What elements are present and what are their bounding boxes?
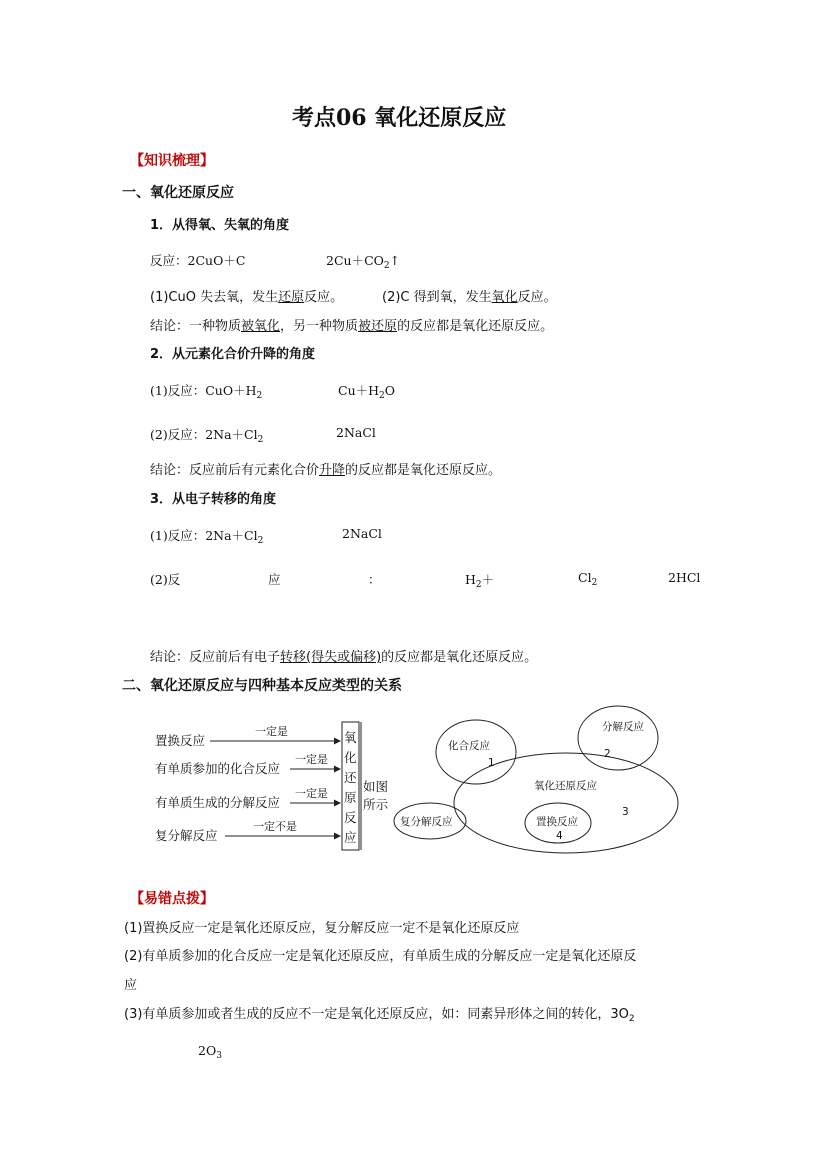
sub3-r2-f: 2HCl	[668, 570, 701, 585]
sub3-r1-right: 2NaCl	[342, 526, 382, 541]
sub1-heading: 1．从得氧、失氧的角度	[150, 218, 290, 233]
sub1-reaction-left: 反应：2CuO＋C	[150, 253, 246, 268]
note-line: 所示	[363, 797, 389, 812]
box-char: 反	[344, 810, 357, 825]
sub2-r1-right: $Cu+H_2O$	[338, 383, 396, 401]
part1-heading: 一、氧化还原反应	[122, 185, 234, 201]
arrow-label: 一定是	[295, 753, 328, 766]
mistake-2-line2: 应	[124, 978, 138, 993]
venn-label-decomposition: 分解反应	[602, 721, 644, 733]
sub1-point2: (2)C 得到氧，发生氧化反应。	[382, 290, 557, 305]
page-title: 考点06 氧化还原反应	[292, 105, 507, 131]
sub3-r1-left: (1)反应：$2Na+Cl_2$	[150, 528, 264, 546]
combination-ellipse	[436, 720, 516, 784]
sub2-r2-left: (2)反应：$2Na+Cl_2$	[150, 427, 264, 445]
venn-number: 3	[622, 806, 629, 818]
sub3-r2-b: 应	[268, 572, 281, 587]
arrow-label: 一定不是	[253, 820, 297, 833]
row-label: 复分解反应	[155, 828, 218, 843]
sub2-heading: 2．从元素化合价升降的角度	[150, 347, 316, 362]
row-label: 有单质生成的分解反应	[155, 795, 281, 810]
sub3-r2-c: ：	[368, 572, 381, 587]
mistake-3-line2: $2O_3$	[198, 1043, 222, 1061]
box-char: 原	[344, 790, 357, 805]
mistake-1: (1)置换反应一定是氧化还原反应，复分解反应一定不是氧化还原反应	[124, 921, 520, 936]
mistake-2-line1: (2)有单质参加的化合反应一定是氧化还原反应，有单质生成的分解反应一定是氧化还原反	[124, 949, 637, 964]
sub2-r2-right: 2NaCl	[336, 425, 376, 440]
section-tag-knowledge: 【知识梳理】	[130, 153, 214, 169]
sub3-heading: 3．从电子转移的角度	[150, 492, 277, 507]
note-line: 如图	[363, 779, 389, 794]
sub2-r1-left: (1)反应：$CuO+H_2$	[150, 383, 263, 401]
relationship-diagram	[150, 718, 400, 853]
sub2-conclusion: 结论：反应前后有元素化合价升降的反应都是氧化还原反应。	[150, 463, 502, 478]
sub1-point1: (1)CuO 失去氧，发生还原反应。	[150, 290, 344, 305]
row-label: 置换反应	[155, 733, 206, 748]
box-char: 还	[344, 770, 357, 785]
venn-number: 4	[556, 830, 563, 842]
arrow-label: 一定是	[295, 787, 328, 800]
section-tag-mistakes: 【易错点拨】	[130, 891, 214, 907]
row-label: 有单质参加的化合反应	[155, 761, 281, 776]
sub1-reaction-right: $2Cu+CO_2↑$	[326, 253, 401, 271]
decomposition-ellipse	[578, 706, 658, 770]
venn-label-combination: 化合反应	[448, 740, 490, 752]
sub3-conclusion: 结论：反应前后有电子转移(得失或偏移)的反应都是氧化还原反应。	[150, 650, 538, 665]
venn-diagram	[390, 705, 690, 857]
sub3-r2-d: $H_2+$	[465, 572, 495, 590]
box-char: 应	[344, 830, 357, 845]
box-char: 化	[344, 750, 357, 765]
venn-label-double-decomp: 复分解反应	[400, 816, 453, 828]
venn-label-redox: 氧化还原反应	[534, 780, 597, 792]
sub1-conclusion: 结论：一种物质被氧化，另一种物质被还原的反应都是氧化还原反应。	[150, 319, 554, 334]
part2-heading: 二、氧化还原反应与四种基本反应类型的关系	[122, 678, 402, 694]
box-char: 氧	[344, 730, 357, 745]
venn-number: 2	[604, 748, 611, 760]
sub3-r2-e: $Cl_2$	[578, 570, 598, 588]
mistake-3-line1: (3)有单质参加或者生成的反应不一定是氧化还原反应，如：同素异形体之间的转化，$3O_2$	[124, 1007, 635, 1024]
venn-number: 1	[488, 757, 495, 769]
arrow-label: 一定是	[255, 725, 288, 738]
sub3-r2-a: (2)反	[150, 572, 181, 587]
venn-label-displacement: 置换反应	[536, 816, 578, 828]
